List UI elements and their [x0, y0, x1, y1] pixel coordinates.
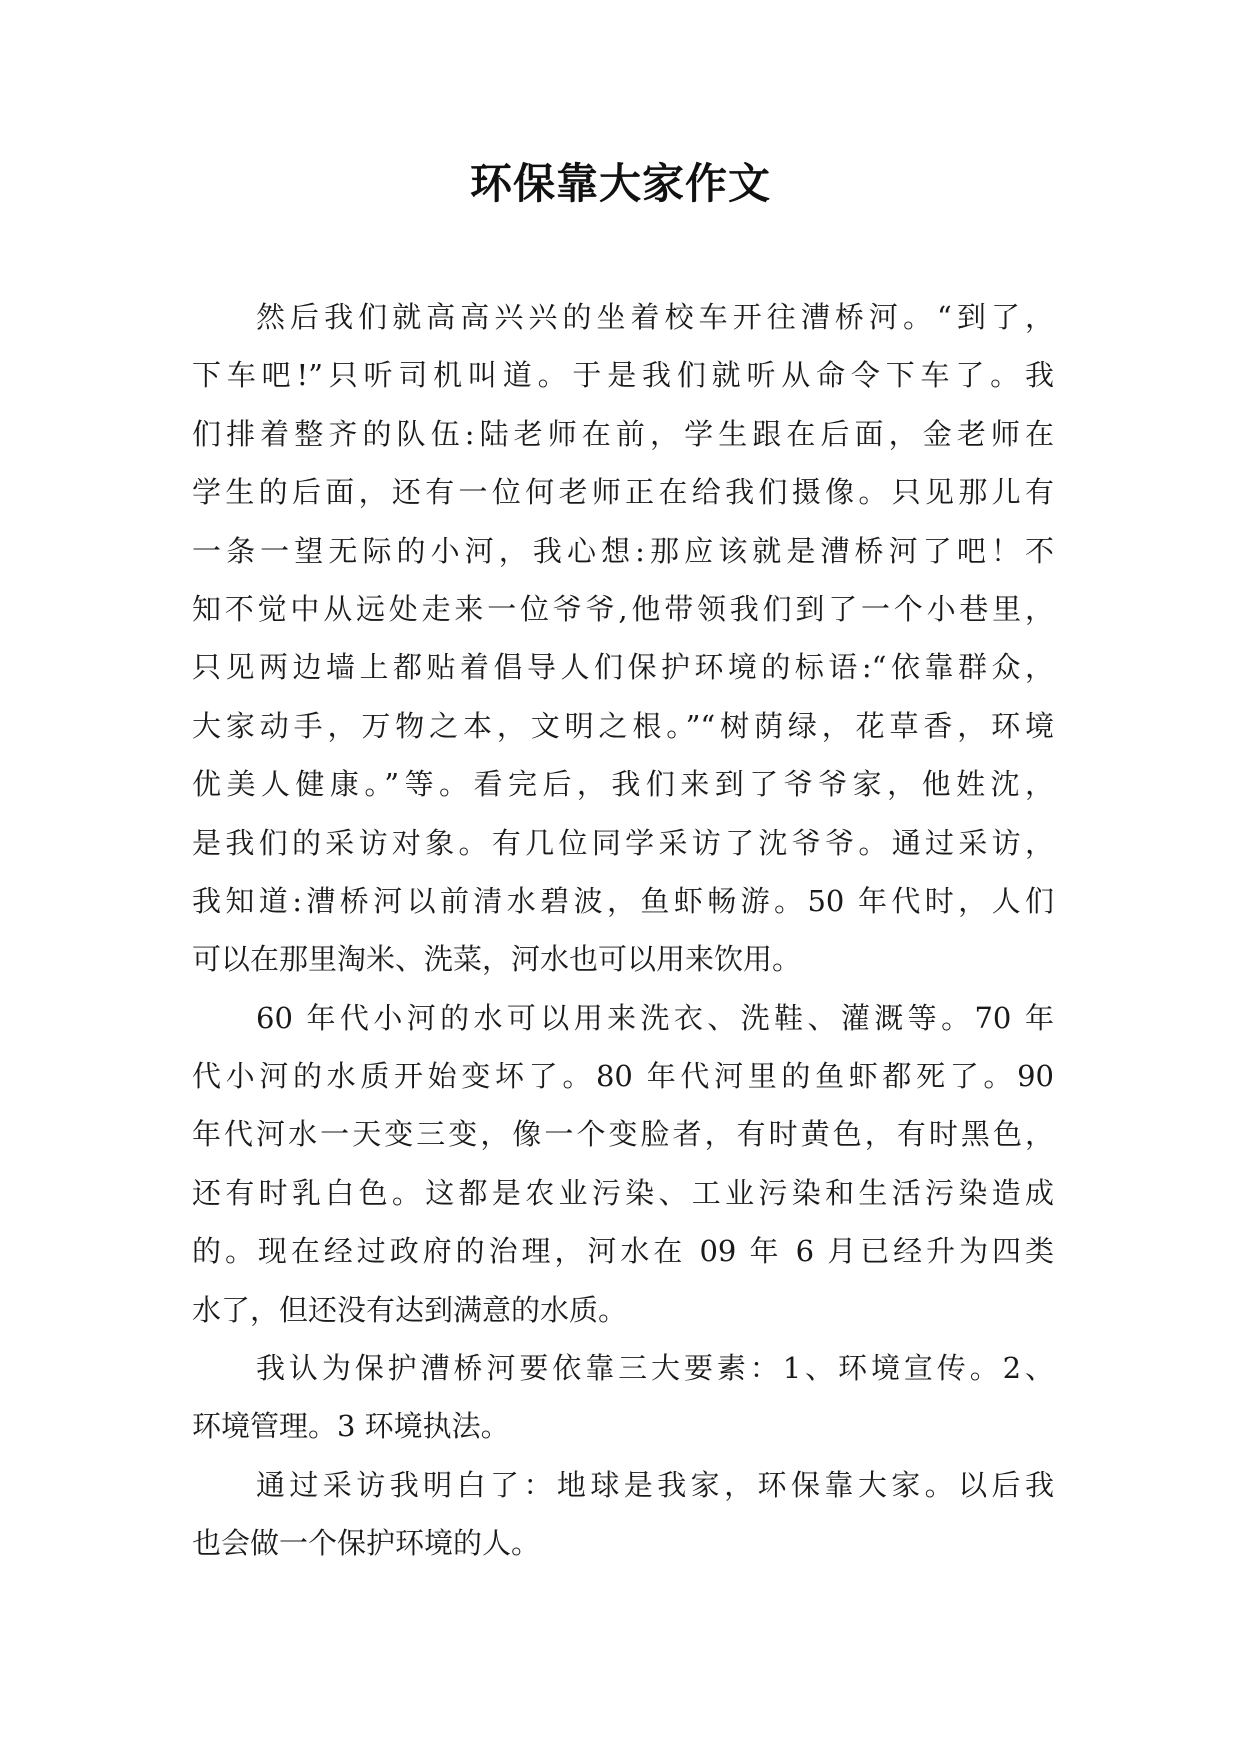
document-body — [192, 288, 1054, 1573]
document-title: 环保靠大家作文 — [469, 159, 771, 208]
paragraph-2-line-1: 60 年代小河的水可以用来洗衣、洗鞋、灌溉等。70 年 — [256, 1000, 1054, 1035]
paragraph-1-line-11: 我知道:漕桥河以前清水碧波，鱼虾畅游。50 年代时，人们 — [192, 883, 1054, 918]
paragraph-4-line-2: 也会做一个保护环境的人。 — [192, 1526, 541, 1561]
paragraph-1-line-4: 学生的后面，还有一位何老师正在给我们摄像。只见那儿有 — [192, 475, 1054, 510]
paragraph-1-line-10: 是我们的采访对象。有几位同学采访了沈爷爷。通过采访， — [192, 825, 1054, 860]
paragraph-1-line-7: 只见两边墙上都贴着倡导人们保护环境的标语:“依靠群众， — [192, 650, 1054, 685]
paragraph-1-line-2: 下车吧!”只听司机叫道。于是我们就听从命令下车了。我 — [192, 358, 1054, 393]
paragraph-3-line-2: 环境管理。3 环境执法。 — [192, 1409, 510, 1444]
paragraph-2-line-4: 还有时乳白色。这都是农业污染、工业污染和生活污染造成 — [192, 1175, 1054, 1210]
paragraph-4-line-1: 通过采访我明白了：地球是我家，环保靠大家。以后我 — [256, 1467, 1054, 1502]
paragraph-2-line-2: 代小河的水质开始变坏了。80 年代河里的鱼虾都死了。90 — [192, 1059, 1054, 1094]
paragraph-2-line-5: 的。现在经过政府的治理，河水在 09 年 6 月已经升为四类 — [192, 1234, 1054, 1269]
paragraph-3-line-1: 我认为保护漕桥河要依靠三大要素：1、环境宣传。2、 — [256, 1351, 1054, 1386]
paragraph-2-line-6: 水了，但还没有达到满意的水质。 — [192, 1292, 628, 1327]
paragraph-1-line-8: 大家动手，万物之本，文明之根。”“树荫绿，花草香，环境 — [192, 708, 1054, 743]
paragraph-1-line-5: 一条一望无际的小河，我心想:那应该就是漕桥河了吧！不 — [192, 533, 1054, 568]
paragraph-1-line-12: 可以在那里淘米、洗菜，河水也可以用来饮用。 — [192, 942, 802, 977]
paragraph-2-line-3: 年代河水一天变三变，像一个变脸者，有时黄色，有时黑色， — [192, 1117, 1054, 1152]
paragraph-1-line-9: 优美人健康。”等。看完后，我们来到了爷爷家，他姓沈， — [192, 767, 1054, 802]
paragraph-1-line-6: 知不觉中从远处走来一位爷爷,他带领我们到了一个小巷里， — [192, 591, 1054, 626]
paragraph-1-line-1: 然后我们就高高兴兴的坐着校车开往漕桥河。“到了， — [256, 300, 1054, 334]
paragraph-1-line-3: 们排着整齐的队伍:陆老师在前，学生跟在后面，金老师在 — [192, 416, 1054, 451]
